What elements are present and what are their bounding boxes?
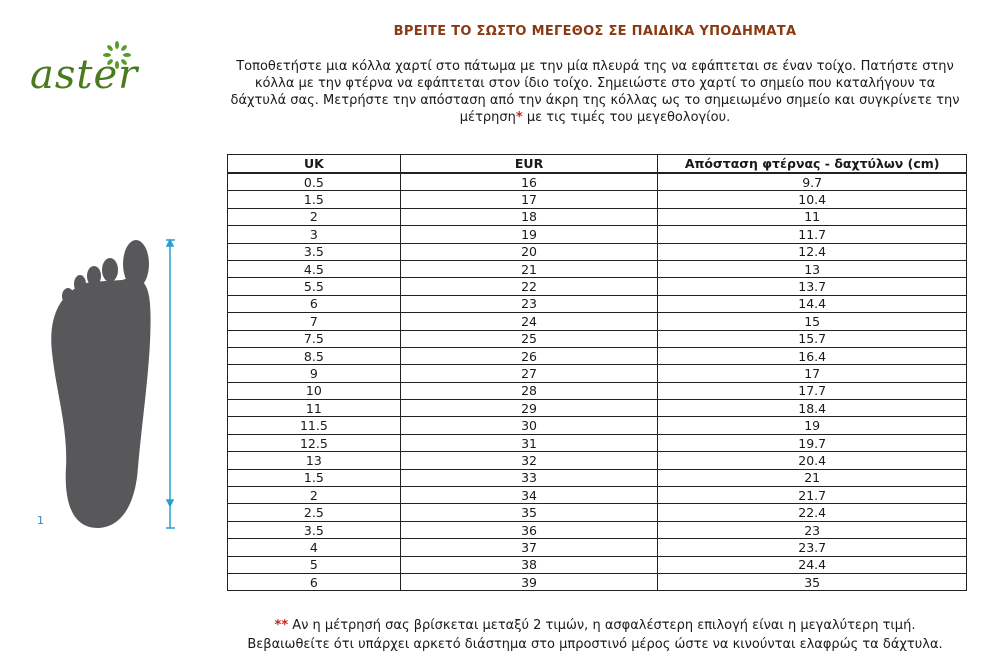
table-row bbox=[228, 243, 967, 260]
cell-distance: 9.7 bbox=[658, 173, 967, 191]
cell-eur: 30 bbox=[400, 417, 658, 434]
cell-distance: 20.4 bbox=[658, 452, 967, 469]
cell-uk: 12.5 bbox=[228, 434, 401, 451]
cell-eur: 34 bbox=[400, 487, 658, 504]
cell-distance: 14.4 bbox=[658, 295, 967, 312]
cell-uk: 1.5 bbox=[228, 469, 401, 486]
table-row bbox=[228, 330, 967, 347]
cell-uk: 9 bbox=[228, 365, 401, 382]
cell-distance: 19.7 bbox=[658, 434, 967, 451]
cell-distance: 16.4 bbox=[658, 347, 967, 364]
cell-eur: 18 bbox=[400, 208, 658, 225]
cell-uk: 11.5 bbox=[228, 417, 401, 434]
cell-eur: 37 bbox=[400, 539, 658, 556]
table-row bbox=[228, 504, 967, 521]
cell-eur: 24 bbox=[400, 313, 658, 330]
cell-distance: 10.4 bbox=[658, 191, 967, 208]
table-row bbox=[228, 347, 967, 364]
cell-uk: 4.5 bbox=[228, 260, 401, 277]
cell-distance: 13 bbox=[658, 260, 967, 277]
footnote-line1: Αν η μέτρησή σας βρίσκεται μεταξύ 2 τιμών, η ασφαλέστερη επιλογή είναι η μεγαλύτερη τιμή. bbox=[288, 618, 916, 633]
cell-uk: 0.5 bbox=[228, 173, 401, 191]
cell-eur: 22 bbox=[400, 278, 658, 295]
cell-uk: 3.5 bbox=[228, 521, 401, 538]
cell-eur: 26 bbox=[400, 347, 658, 364]
table-row bbox=[228, 382, 967, 399]
table-row bbox=[228, 452, 967, 469]
cell-eur: 38 bbox=[400, 556, 658, 573]
cell-eur: 36 bbox=[400, 521, 658, 538]
instructions-tail: με τις τιμές του μεγεθολογίου. bbox=[522, 110, 731, 125]
table-row bbox=[228, 208, 967, 225]
cell-eur: 23 bbox=[400, 295, 658, 312]
aster-logo bbox=[30, 40, 150, 110]
ruler-label: 1 bbox=[37, 514, 44, 527]
cell-uk: 6 bbox=[228, 573, 401, 590]
header-uk: UK bbox=[228, 155, 401, 174]
cell-uk: 7 bbox=[228, 313, 401, 330]
table-row bbox=[228, 573, 967, 590]
cell-eur: 20 bbox=[400, 243, 658, 260]
cell-uk: 8.5 bbox=[228, 347, 401, 364]
cell-distance: 17 bbox=[658, 365, 967, 382]
cell-distance: 21 bbox=[658, 469, 967, 486]
cell-distance: 21.7 bbox=[658, 487, 967, 504]
cell-eur: 19 bbox=[400, 226, 658, 243]
cell-eur: 25 bbox=[400, 330, 658, 347]
cell-eur: 29 bbox=[400, 400, 658, 417]
table-row bbox=[228, 400, 967, 417]
table-row bbox=[228, 539, 967, 556]
cell-uk: 3.5 bbox=[228, 243, 401, 260]
table-row bbox=[228, 434, 967, 451]
cell-eur: 16 bbox=[400, 173, 658, 191]
cell-eur: 35 bbox=[400, 504, 658, 521]
header-distance: Απόσταση φτέρνας - δαχτύλων (cm) bbox=[658, 155, 967, 174]
table-row bbox=[228, 191, 967, 208]
footnote-line2: Βεβαιωθείτε ότι υπάρχει αρκετό διάστημα στο μπροστινό μέρος ώστε να κινούνται ελαφρώς τα δάχτυλα. bbox=[247, 637, 943, 652]
cell-eur: 21 bbox=[400, 260, 658, 277]
cell-distance: 23.7 bbox=[658, 539, 967, 556]
cell-uk: 1.5 bbox=[228, 191, 401, 208]
cell-eur: 39 bbox=[400, 573, 658, 590]
table-row bbox=[228, 365, 967, 382]
cell-uk: 6 bbox=[228, 295, 401, 312]
cell-distance: 19 bbox=[658, 417, 967, 434]
cell-eur: 17 bbox=[400, 191, 658, 208]
cell-distance: 15 bbox=[658, 313, 967, 330]
cell-uk: 13 bbox=[228, 452, 401, 469]
table-row bbox=[228, 469, 967, 486]
table-row bbox=[228, 278, 967, 295]
cell-uk: 10 bbox=[228, 382, 401, 399]
logo-text: aster bbox=[30, 52, 139, 98]
cell-eur: 33 bbox=[400, 469, 658, 486]
cell-uk: 2 bbox=[228, 208, 401, 225]
table-row bbox=[228, 313, 967, 330]
cell-uk: 7.5 bbox=[228, 330, 401, 347]
table-row bbox=[228, 173, 967, 191]
foot-illustration bbox=[50, 232, 180, 532]
cell-uk: 2.5 bbox=[228, 504, 401, 521]
cell-distance: 12.4 bbox=[658, 243, 967, 260]
footnote-star: * bbox=[515, 110, 523, 125]
cell-uk: 2 bbox=[228, 487, 401, 504]
cell-distance: 35 bbox=[658, 573, 967, 590]
table-row bbox=[228, 417, 967, 434]
cell-eur: 31 bbox=[400, 434, 658, 451]
cell-distance: 24.4 bbox=[658, 556, 967, 573]
cell-distance: 18.4 bbox=[658, 400, 967, 417]
cell-eur: 28 bbox=[400, 382, 658, 399]
table-row bbox=[228, 295, 967, 312]
table-row bbox=[228, 260, 967, 277]
table-row bbox=[228, 521, 967, 538]
instructions-text bbox=[225, 58, 965, 126]
table-row bbox=[228, 487, 967, 504]
table-row bbox=[228, 556, 967, 573]
page-title: ΒΡΕΙΤΕ ΤΟ ΣΩΣΤΟ ΜΕΓΕΘΟΣ ΣΕ ΠΑΙΔΙΚΑ ΥΠΟΔΗΜΑΤΑ bbox=[393, 24, 797, 39]
cell-distance: 11 bbox=[658, 208, 967, 225]
cell-uk: 5.5 bbox=[228, 278, 401, 295]
cell-distance: 13.7 bbox=[658, 278, 967, 295]
cell-distance: 15.7 bbox=[658, 330, 967, 347]
cell-distance: 23 bbox=[658, 521, 967, 538]
table-header-row bbox=[228, 155, 967, 174]
cell-uk: 4 bbox=[228, 539, 401, 556]
footnote bbox=[225, 616, 965, 654]
footnote-stars: ** bbox=[274, 618, 289, 633]
table-row bbox=[228, 226, 967, 243]
cell-uk: 11 bbox=[228, 400, 401, 417]
header-eur: EUR bbox=[400, 155, 658, 174]
cell-distance: 22.4 bbox=[658, 504, 967, 521]
cell-uk: 3 bbox=[228, 226, 401, 243]
size-chart-table bbox=[227, 154, 967, 591]
cell-eur: 27 bbox=[400, 365, 658, 382]
cell-distance: 17.7 bbox=[658, 382, 967, 399]
cell-uk: 5 bbox=[228, 556, 401, 573]
instructions-body: Τοποθετήστε μια κόλλα χαρτί στο πάτωμα με την μία πλευρά της να εφάπτεται σε έναν τοίχο. Πατήστε στην κόλλα με την φτέρνα να εφάπτεται στον ίδιο τοίχο. Σημειώστε στο χαρτί το σημείο που καταλήγουν τα δάχτυλά σας. Μετρήστε την απόσταση από την άκρη της κόλλας ως το σημειωμένο σημείο και συγκρίνετε την μέτρηση bbox=[230, 59, 960, 125]
cell-distance: 11.7 bbox=[658, 226, 967, 243]
cell-eur: 32 bbox=[400, 452, 658, 469]
